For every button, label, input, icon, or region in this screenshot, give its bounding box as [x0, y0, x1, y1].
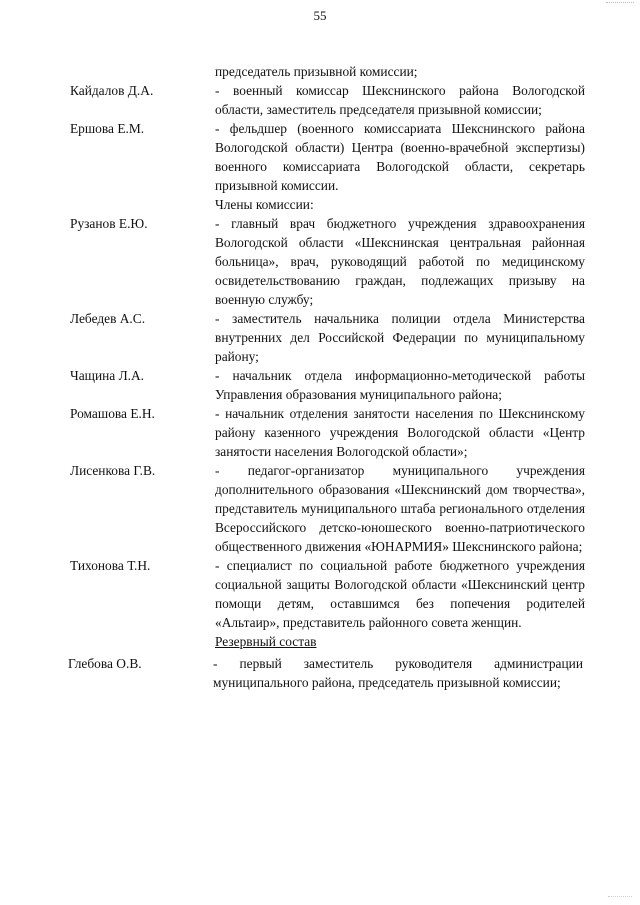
person-role: - педагог-организатор муниципального учреждения дополнительного образования «Шекснинский дом творчества», представитель муниципального штаба регионального отделения Всероссийского детско-юношеского военно-патриотического общественного движения «ЮНАРМИЯ» Шекснинского района; — [215, 463, 585, 554]
person-role: - военный комиссар Шекснинского района Вологодской области, заместитель председателя призывной комиссии; — [215, 83, 585, 117]
document-body — [70, 62, 585, 692]
person-name: Лисенкова Г.В. — [70, 463, 156, 478]
reserve-heading: Резервный состав — [215, 634, 317, 649]
person-name: Рузанов Е.Ю. — [70, 216, 148, 231]
person-name: Глебова О.В. — [68, 656, 142, 671]
person-role: - фельдшер (военного комиссариата Шекснинского района Вологодской области) Центра (военно-врачебной экспертизы) военного комиссариата Вологодской области, секретарь призывной комиссии. — [215, 121, 585, 193]
person-row — [70, 404, 585, 461]
person-name: Ромашова Е.Н. — [70, 406, 155, 421]
person-role: - специалист по социальной работе бюджетного учреждения социальной защиты Вологодской области «Шекснинский центр помощи детям, оставшимся без попечения родителей «Альтаир», представитель районного совета женщин. — [215, 558, 585, 630]
person-role: - начальник отделения занятости населения по Шекснинскому району казенного учреждения Вологодской области «Центр занятости населения Вологодской области»; — [215, 406, 585, 459]
person-row — [70, 214, 585, 309]
chairman-role-tail: председатель призывной комиссии; — [215, 64, 418, 79]
person-role: - главный врач бюджетного учреждения здравоохранения Вологодской области «Шекснинская центральная районная больница», врач, руководящий работой по медицинскому освидетельствованию граждан, подлежащих призыву на военную службу; — [215, 216, 585, 307]
person-name: Тихонова Т.Н. — [70, 558, 151, 573]
person-name: Кайдалов Д.А. — [70, 83, 154, 98]
person-row — [70, 366, 585, 404]
person-row — [70, 654, 585, 692]
person-role: - первый заместитель руководителя администрации муниципального района, председатель призывной комиссии; — [213, 656, 583, 690]
person-row — [70, 461, 585, 556]
person-row — [70, 556, 585, 632]
person-row — [70, 119, 585, 195]
scan-mark-bottom — [608, 896, 632, 899]
person-row — [70, 309, 585, 366]
person-role: - заместитель начальника полиции отдела Министерства внутренних дел Российской Федерации по муниципальному району; — [215, 311, 585, 364]
members-heading: Члены комиссии: — [215, 197, 314, 212]
person-name: Ершова Е.М. — [70, 121, 145, 136]
person-name: Чащина Л.А. — [70, 368, 145, 383]
person-name: Лебедев А.С. — [70, 311, 146, 326]
person-row — [70, 81, 585, 119]
page-number: 55 — [313, 8, 327, 23]
person-role: - начальник отдела информационно-методической работы Управления образования муниципального района; — [215, 368, 585, 402]
scan-mark-top — [606, 2, 634, 5]
